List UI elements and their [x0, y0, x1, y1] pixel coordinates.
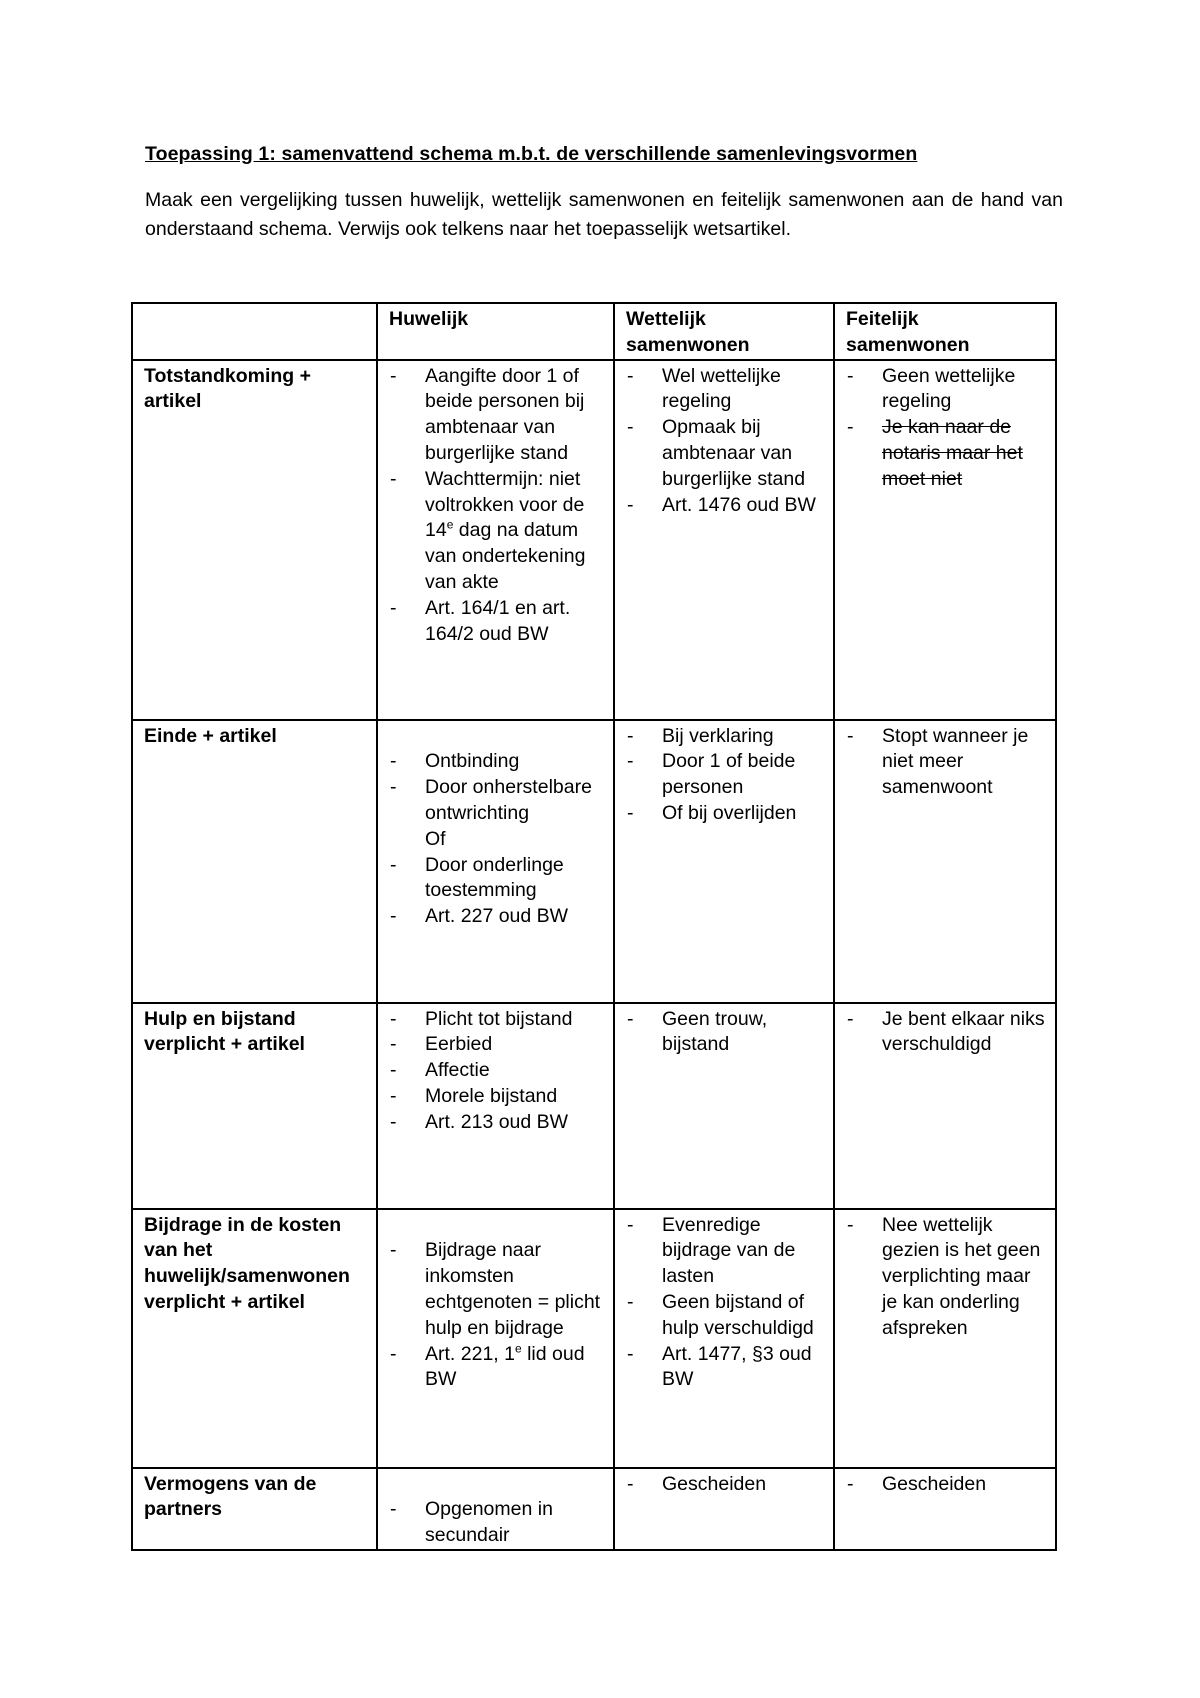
list-item: - Geen wettelijke regeling [846, 364, 1045, 416]
list-item: - Evenredige bijdrage van de lasten [626, 1213, 823, 1290]
list-item: - Eerbied [389, 1032, 603, 1058]
list-item: - Nee wettelijk gezien is het geen verplichting maar je kan onderling afspreken [846, 1213, 1045, 1342]
header-empty [132, 303, 377, 360]
page-heading: Toepassing 1: samenvattend schema m.b.t. de verschillende samenlevingsvormen [145, 143, 918, 165]
list-item: - Art. 221, 1e lid oud BW [389, 1342, 603, 1394]
table-row [132, 1003, 1056, 1209]
table-row [132, 1209, 1056, 1468]
list-item: - Opgenomen in secundair [389, 1497, 603, 1549]
intro-paragraph: Maak een vergelijking tussen huwelijk, wettelijk samenwonen en feitelijk samenwonen aan de hand van onderstaand schema. Verwijs ook telkens naar het toepasselijk wetsartikel. [145, 189, 1063, 240]
cell-feitelijk [834, 1209, 1056, 1468]
list-item: - Geen bijstand of hulp verschuldigd [626, 1290, 823, 1342]
header-wettelijk: Wettelijk samenwonen [614, 303, 834, 360]
table-row [132, 1468, 1056, 1550]
list-item: - Art. 164/1 en art. 164/2 oud BW [389, 596, 603, 648]
list-item: - Plicht tot bijstand [389, 1007, 603, 1033]
header-feitelijk: Feitelijk samenwonen [834, 303, 1056, 360]
row-label: Totstandkoming + artikel [132, 360, 377, 720]
list-item: - Geen trouw, bijstand [626, 1007, 823, 1059]
table-header-row [132, 303, 1056, 360]
list-item: - Stopt wanneer je niet meer samenwoont [846, 724, 1045, 801]
list-item: - Art. 1476 oud BW [626, 493, 823, 519]
cell-feitelijk [834, 360, 1056, 720]
list-item: - Je bent elkaar niks verschuldigd [846, 1007, 1045, 1059]
row-label: Vermogens van de partners [132, 1468, 377, 1550]
list-item: - Art. 227 oud BW [389, 904, 603, 930]
cell-wettelijk [614, 360, 834, 720]
comparison-table [131, 302, 1057, 1551]
cell-huwelijk [377, 1468, 614, 1550]
cell-feitelijk [834, 1003, 1056, 1209]
list-item: - Bij verklaring [626, 724, 823, 750]
list-item: - Bijdrage naar inkomsten echtgenoten = plicht hulp en bijdrage [389, 1238, 603, 1341]
list-item: - Door 1 of beide personen [626, 749, 823, 801]
list-item: - Art. 1477, §3 oud BW [626, 1342, 823, 1394]
table-row [132, 360, 1056, 720]
list-item: - Aangifte door 1 of beide personen bij ambtenaar van burgerlijke stand [389, 364, 603, 467]
row-label: Hulp en bijstand verplicht + artikel [132, 1003, 377, 1209]
row-label: Einde + artikel [132, 720, 377, 1003]
cell-feitelijk [834, 1468, 1056, 1550]
list-item-struck: - Je kan naar de notaris maar het moet niet [846, 415, 1045, 492]
cell-huwelijk [377, 1209, 614, 1468]
list-item: - Door onherstelbare ontwrichting [389, 775, 603, 827]
list-item: - Ontbinding [389, 749, 603, 775]
list-item: - Wel wettelijke regeling [626, 364, 823, 416]
cell-wettelijk [614, 1003, 834, 1209]
row-label: Bijdrage in de kosten van het huwelijk/samenwonen verplicht + artikel [132, 1209, 377, 1468]
list-item: - Opmaak bij ambtenaar van burgerlijke stand [626, 415, 823, 492]
list-item: - Gescheiden [846, 1472, 1045, 1498]
list-item: - Wachttermijn: niet voltrokken voor de 14e dag na datum van ondertekening van akte [389, 467, 603, 596]
list-item: Of [425, 827, 446, 850]
cell-wettelijk [614, 1468, 834, 1550]
cell-huwelijk [377, 1003, 614, 1209]
header-huwelijk: Huwelijk [377, 303, 614, 360]
list-item: - Morele bijstand [389, 1084, 603, 1110]
cell-wettelijk [614, 1209, 834, 1468]
list-item: - Door onderlinge toestemming [389, 853, 603, 905]
cell-feitelijk [834, 720, 1056, 1003]
cell-huwelijk [377, 720, 614, 1003]
list-item: - Of bij overlijden [626, 801, 823, 827]
cell-wettelijk [614, 720, 834, 1003]
table-row [132, 720, 1056, 1003]
list-item: - Affectie [389, 1058, 603, 1084]
list-item: - Art. 213 oud BW [389, 1110, 603, 1136]
cell-huwelijk [377, 360, 614, 720]
list-item: - Gescheiden [626, 1472, 823, 1498]
